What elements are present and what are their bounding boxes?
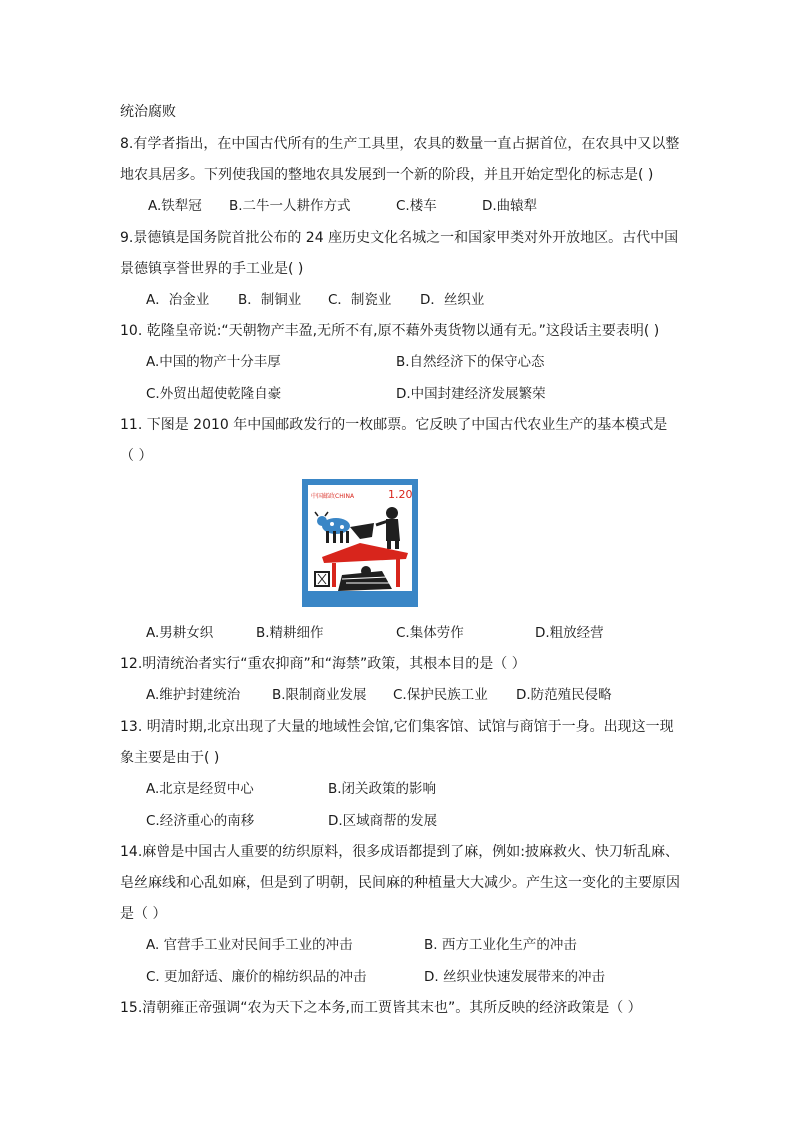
question-13-text-cont: 象主要是由于( ) [120, 750, 220, 766]
q12-option-c: C.保护民族工业 [393, 687, 488, 703]
q9-option-a: A．冶金业 [146, 292, 210, 308]
q14-option-d: D. 丝织业快速发展带来的冲击 [424, 969, 605, 985]
question-15-text: 15.清朝雍正帝强调“农为天下之本务,而工贾皆其末也”。其所反映的经济政策是（ ） [120, 1000, 642, 1016]
question-10-text: 10. 乾隆皇帝说:“天朝物产丰盈,无所不有,原不藉外夷货物以通有无。”这段话主要表明( ) [120, 323, 660, 339]
q12-option-a: A.维护封建统治 [146, 687, 241, 703]
text-line-continuation: 统治腐败 [120, 104, 176, 120]
q9-option-b: B．制铜业 [238, 292, 302, 308]
stamp-denomination: 1.20 [388, 488, 413, 501]
q11-option-b: B.精耕细作 [256, 625, 324, 641]
q11-option-d: D.粗放经营 [535, 625, 604, 641]
question-8-text-cont: 地农具居多。下列使我国的整地农具发展到一个新的阶段，并且开始定型化的标志是( ) [120, 167, 654, 183]
question-13-text: 13. 明清时期,北京出现了大量的地域性会馆,它们集客馆、试馆与商馆于一身。出现这一现 [120, 719, 674, 735]
q10-option-b: B.自然经济下的保守心态 [396, 354, 545, 370]
postage-stamp-figure [302, 479, 418, 607]
q14-option-c: C. 更加舒适、廉价的棉纺织品的冲击 [146, 969, 367, 985]
q9-option-d: D．丝织业 [420, 292, 485, 308]
q13-option-c: C.经济重心的南移 [146, 813, 255, 829]
stamp-issuer-text: 中国邮政CHINA [311, 493, 355, 500]
q10-option-c: C.外贸出超使乾隆自豪 [146, 386, 282, 402]
q13-option-a: A.北京是经贸中心 [146, 781, 254, 797]
question-8-text: 8.有学者指出，在中国古代所有的生产工具里，农具的数量一直占据首位，在农具中又以整 [120, 136, 680, 152]
question-11-text-cont: （ ） [120, 448, 153, 464]
q8-option-c: C.楼车 [396, 198, 437, 214]
q8-option-a: A.铁犁冠 [148, 198, 202, 214]
q13-option-b: B.闭关政策的影响 [328, 781, 437, 797]
q12-option-b: B.限制商业发展 [272, 687, 367, 703]
question-9-text-cont: 景德镇享誉世界的手工业是( ) [120, 261, 304, 277]
question-11-text: 11. 下图是 2010 年中国邮政发行的一枚邮票。它反映了中国古代农业生产的基本模式是 [120, 417, 668, 433]
question-14-text-cont2: 是（ ） [120, 906, 167, 922]
q14-option-b: B. 西方工业化生产的冲击 [424, 937, 577, 953]
q8-option-d: D.曲辕犁 [482, 198, 538, 214]
question-14-text: 14.麻曾是中国古人重要的纺织原料，很多成语都提到了麻，例如:披麻救火、快刀斩乱麻、 [120, 844, 679, 860]
q14-option-a: A. 官营手工业对民间手工业的冲击 [146, 937, 353, 953]
stamp-illustration [302, 479, 418, 607]
q11-option-c: C.集体劳作 [396, 625, 464, 641]
q12-option-d: D.防范殖民侵略 [516, 687, 612, 703]
q13-option-d: D.区域商帮的发展 [328, 813, 438, 829]
question-9-text: 9.景德镇是国务院首批公布的 24 座历史文化名城之一和国家甲类对外开放地区。古代中国 [120, 230, 679, 246]
question-12-text: 12.明清统治者实行“重农抑商”和“海禁”政策，其根本目的是（ ） [120, 656, 526, 672]
q11-option-a: A.男耕女织 [146, 625, 214, 641]
q10-option-d: D.中国封建经济发展繁荣 [396, 386, 546, 402]
q10-option-a: A.中国的物产十分丰厚 [146, 354, 281, 370]
q8-option-b: B.二牛一人耕作方式 [229, 198, 351, 214]
question-14-text-cont: 皂丝麻线和心乱如麻，但是到了明朝，民间麻的种植量大大减少。产生这一变化的主要原因 [120, 875, 680, 891]
q9-option-c: C．制瓷业 [328, 292, 392, 308]
